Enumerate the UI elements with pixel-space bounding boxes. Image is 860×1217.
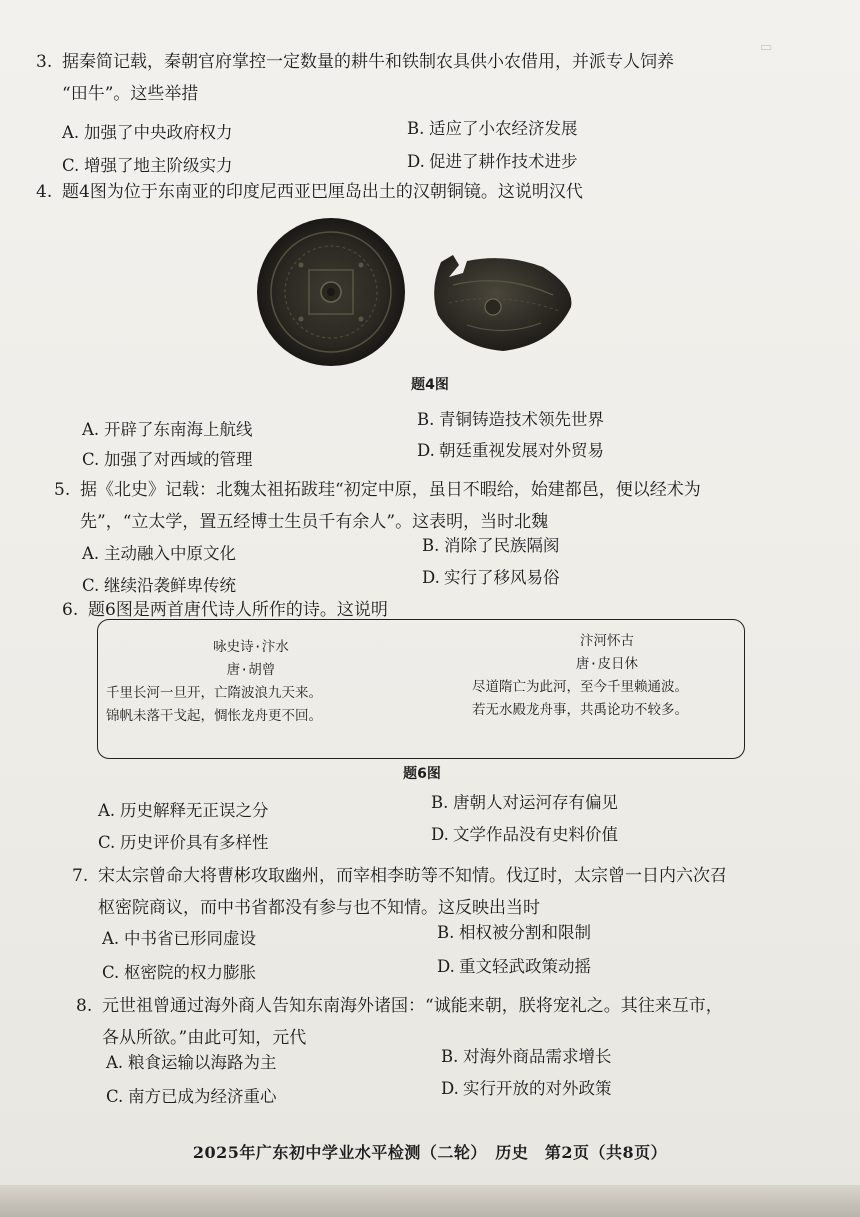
question-8-options bbox=[106, 1040, 806, 1104]
question-7-number: 7. bbox=[72, 866, 89, 886]
option-a[interactable]: A. 开辟了东南海上航线 bbox=[82, 420, 253, 439]
poem-left bbox=[106, 636, 396, 728]
question-3 bbox=[36, 46, 826, 110]
question-5-options bbox=[82, 535, 782, 599]
option-d[interactable]: D. 朝廷重视发展对外贸易 bbox=[417, 441, 604, 460]
question-7-stem-line-1: 7. 宋太宗曾命大将曹彬攻取幽州，而宰相李昉等不知情。伐辽时，太宗曾一日内六次召 bbox=[72, 860, 842, 892]
option-b[interactable]: B. 对海外商品需求增长 bbox=[441, 1047, 612, 1066]
poem-right-author: 唐·皮日休 bbox=[575, 656, 639, 672]
figure-6-caption: 题6图 bbox=[403, 766, 441, 782]
figure-4-caption: 题4图 bbox=[411, 377, 449, 393]
poem-right-title: 汴河怀古 bbox=[580, 633, 634, 649]
option-b[interactable]: B. 唐朝人对运河存有偏见 bbox=[431, 793, 618, 812]
poem-right bbox=[472, 630, 742, 722]
broken-mirror bbox=[434, 255, 571, 351]
page-footer: 2025年广东初中学业水平检测（二轮） 历史 第2页（共8页） bbox=[192, 1143, 668, 1162]
scan-bottom-edge bbox=[0, 1185, 860, 1217]
option-a[interactable]: A. 历史解释无正误之分 bbox=[98, 801, 269, 820]
question-3-stem-line-2: “田牛”。这些举措 bbox=[62, 84, 199, 104]
poem-left-author: 唐·胡曾 bbox=[226, 662, 276, 678]
question-7-stem-line-2: 枢密院商议，而中书省都没有参与也不知情。这反映出当时 bbox=[98, 898, 540, 918]
option-b[interactable]: B. 青铜铸造技术领先世界 bbox=[417, 410, 604, 429]
question-7 bbox=[72, 860, 842, 924]
question-5-number: 5. bbox=[54, 480, 71, 500]
option-c[interactable]: C. 增强了地主阶级实力 bbox=[62, 156, 233, 175]
poem-right-line-1: 尽道隋亡为此河，至今千里赖通波。 bbox=[472, 679, 688, 695]
question-4 bbox=[36, 176, 826, 208]
option-c[interactable]: C. 南方已成为经济重心 bbox=[106, 1087, 277, 1106]
bleed-through-mark: ▭ bbox=[760, 40, 773, 55]
bronze-mirror-image bbox=[253, 215, 583, 370]
option-c[interactable]: C. 加强了对西域的管理 bbox=[82, 450, 253, 469]
question-6-stem: 6. 题6图是两首唐代诗人所作的诗。这说明 bbox=[62, 594, 852, 626]
question-4-options bbox=[82, 405, 782, 469]
option-b[interactable]: B. 消除了民族隔阂 bbox=[422, 536, 560, 555]
option-a[interactable]: A. 加强了中央政府权力 bbox=[62, 123, 233, 142]
option-b[interactable]: B. 适应了小农经济发展 bbox=[407, 119, 578, 138]
question-3-stem-line-1: 3. 据秦简记载，秦朝官府掌控一定数量的耕牛和铁制农具供小农借用，并派专人饲养 bbox=[36, 46, 826, 78]
question-5-stem-line-2: 先”，“立太学，置五经博士生员千有余人”。这表明，当时北魏 bbox=[80, 512, 549, 532]
poem-right-line-2: 若无水殿龙舟事，共禹论功不较多。 bbox=[472, 702, 688, 718]
question-3-options bbox=[62, 118, 762, 182]
option-c[interactable]: C. 枢密院的权力膨胀 bbox=[102, 963, 256, 982]
poem-left-title: 咏史诗·汴水 bbox=[213, 639, 289, 655]
question-5-stem-line-1: 5. 据《北史》记载：北魏太祖拓跋珪“初定中原，虽日不暇给，始建都邑，便以经术为 bbox=[54, 474, 844, 506]
poems-figure-box bbox=[97, 619, 745, 759]
question-4-stem: 4. 题4图为位于东南亚的印度尼西亚巴厘岛出土的汉朝铜镜。这说明汉代 bbox=[36, 176, 826, 208]
question-3-number: 3. bbox=[36, 52, 53, 72]
option-d[interactable]: D. 文学作品没有史料价值 bbox=[431, 825, 618, 844]
question-8-number: 8. bbox=[76, 996, 93, 1016]
question-6-number: 6. bbox=[62, 600, 79, 620]
question-6-options bbox=[98, 788, 798, 852]
question-8-stem-line-1: 8. 元世祖曾通过海外商人告知东南海外诸国：“诚能来朝，朕将宠礼之。其往来互市， bbox=[76, 990, 846, 1022]
option-d[interactable]: D. 促进了耕作技术进步 bbox=[407, 152, 578, 171]
option-a[interactable]: A. 主动融入中原文化 bbox=[82, 544, 236, 563]
han-bronze-mirror-figure bbox=[253, 215, 583, 370]
option-b[interactable]: B. 相权被分割和限制 bbox=[437, 923, 591, 942]
poem-left-line-2: 锦帆未落干戈起，惆怅龙舟更不回。 bbox=[106, 708, 322, 724]
option-d[interactable]: D. 重文轻武政策动摇 bbox=[437, 957, 591, 976]
option-a[interactable]: A. 中书省已形同虚设 bbox=[102, 929, 256, 948]
option-d[interactable]: D. 实行了移风易俗 bbox=[422, 568, 560, 587]
question-4-number: 4. bbox=[36, 182, 53, 202]
option-a[interactable]: A. 粮食运输以海路为主 bbox=[106, 1053, 277, 1072]
option-c[interactable]: C. 继续沿袭鲜卑传统 bbox=[82, 576, 236, 595]
poem-left-line-1: 千里长河一旦开，亡隋波浪九天来。 bbox=[106, 685, 322, 701]
question-7-options bbox=[102, 920, 802, 984]
option-c[interactable]: C. 历史评价具有多样性 bbox=[98, 833, 269, 852]
question-8-stem-line-2: 各从所欲。”由此可知，元代 bbox=[102, 1028, 307, 1048]
option-d[interactable]: D. 实行开放的对外政策 bbox=[441, 1079, 612, 1098]
question-5 bbox=[54, 474, 844, 538]
